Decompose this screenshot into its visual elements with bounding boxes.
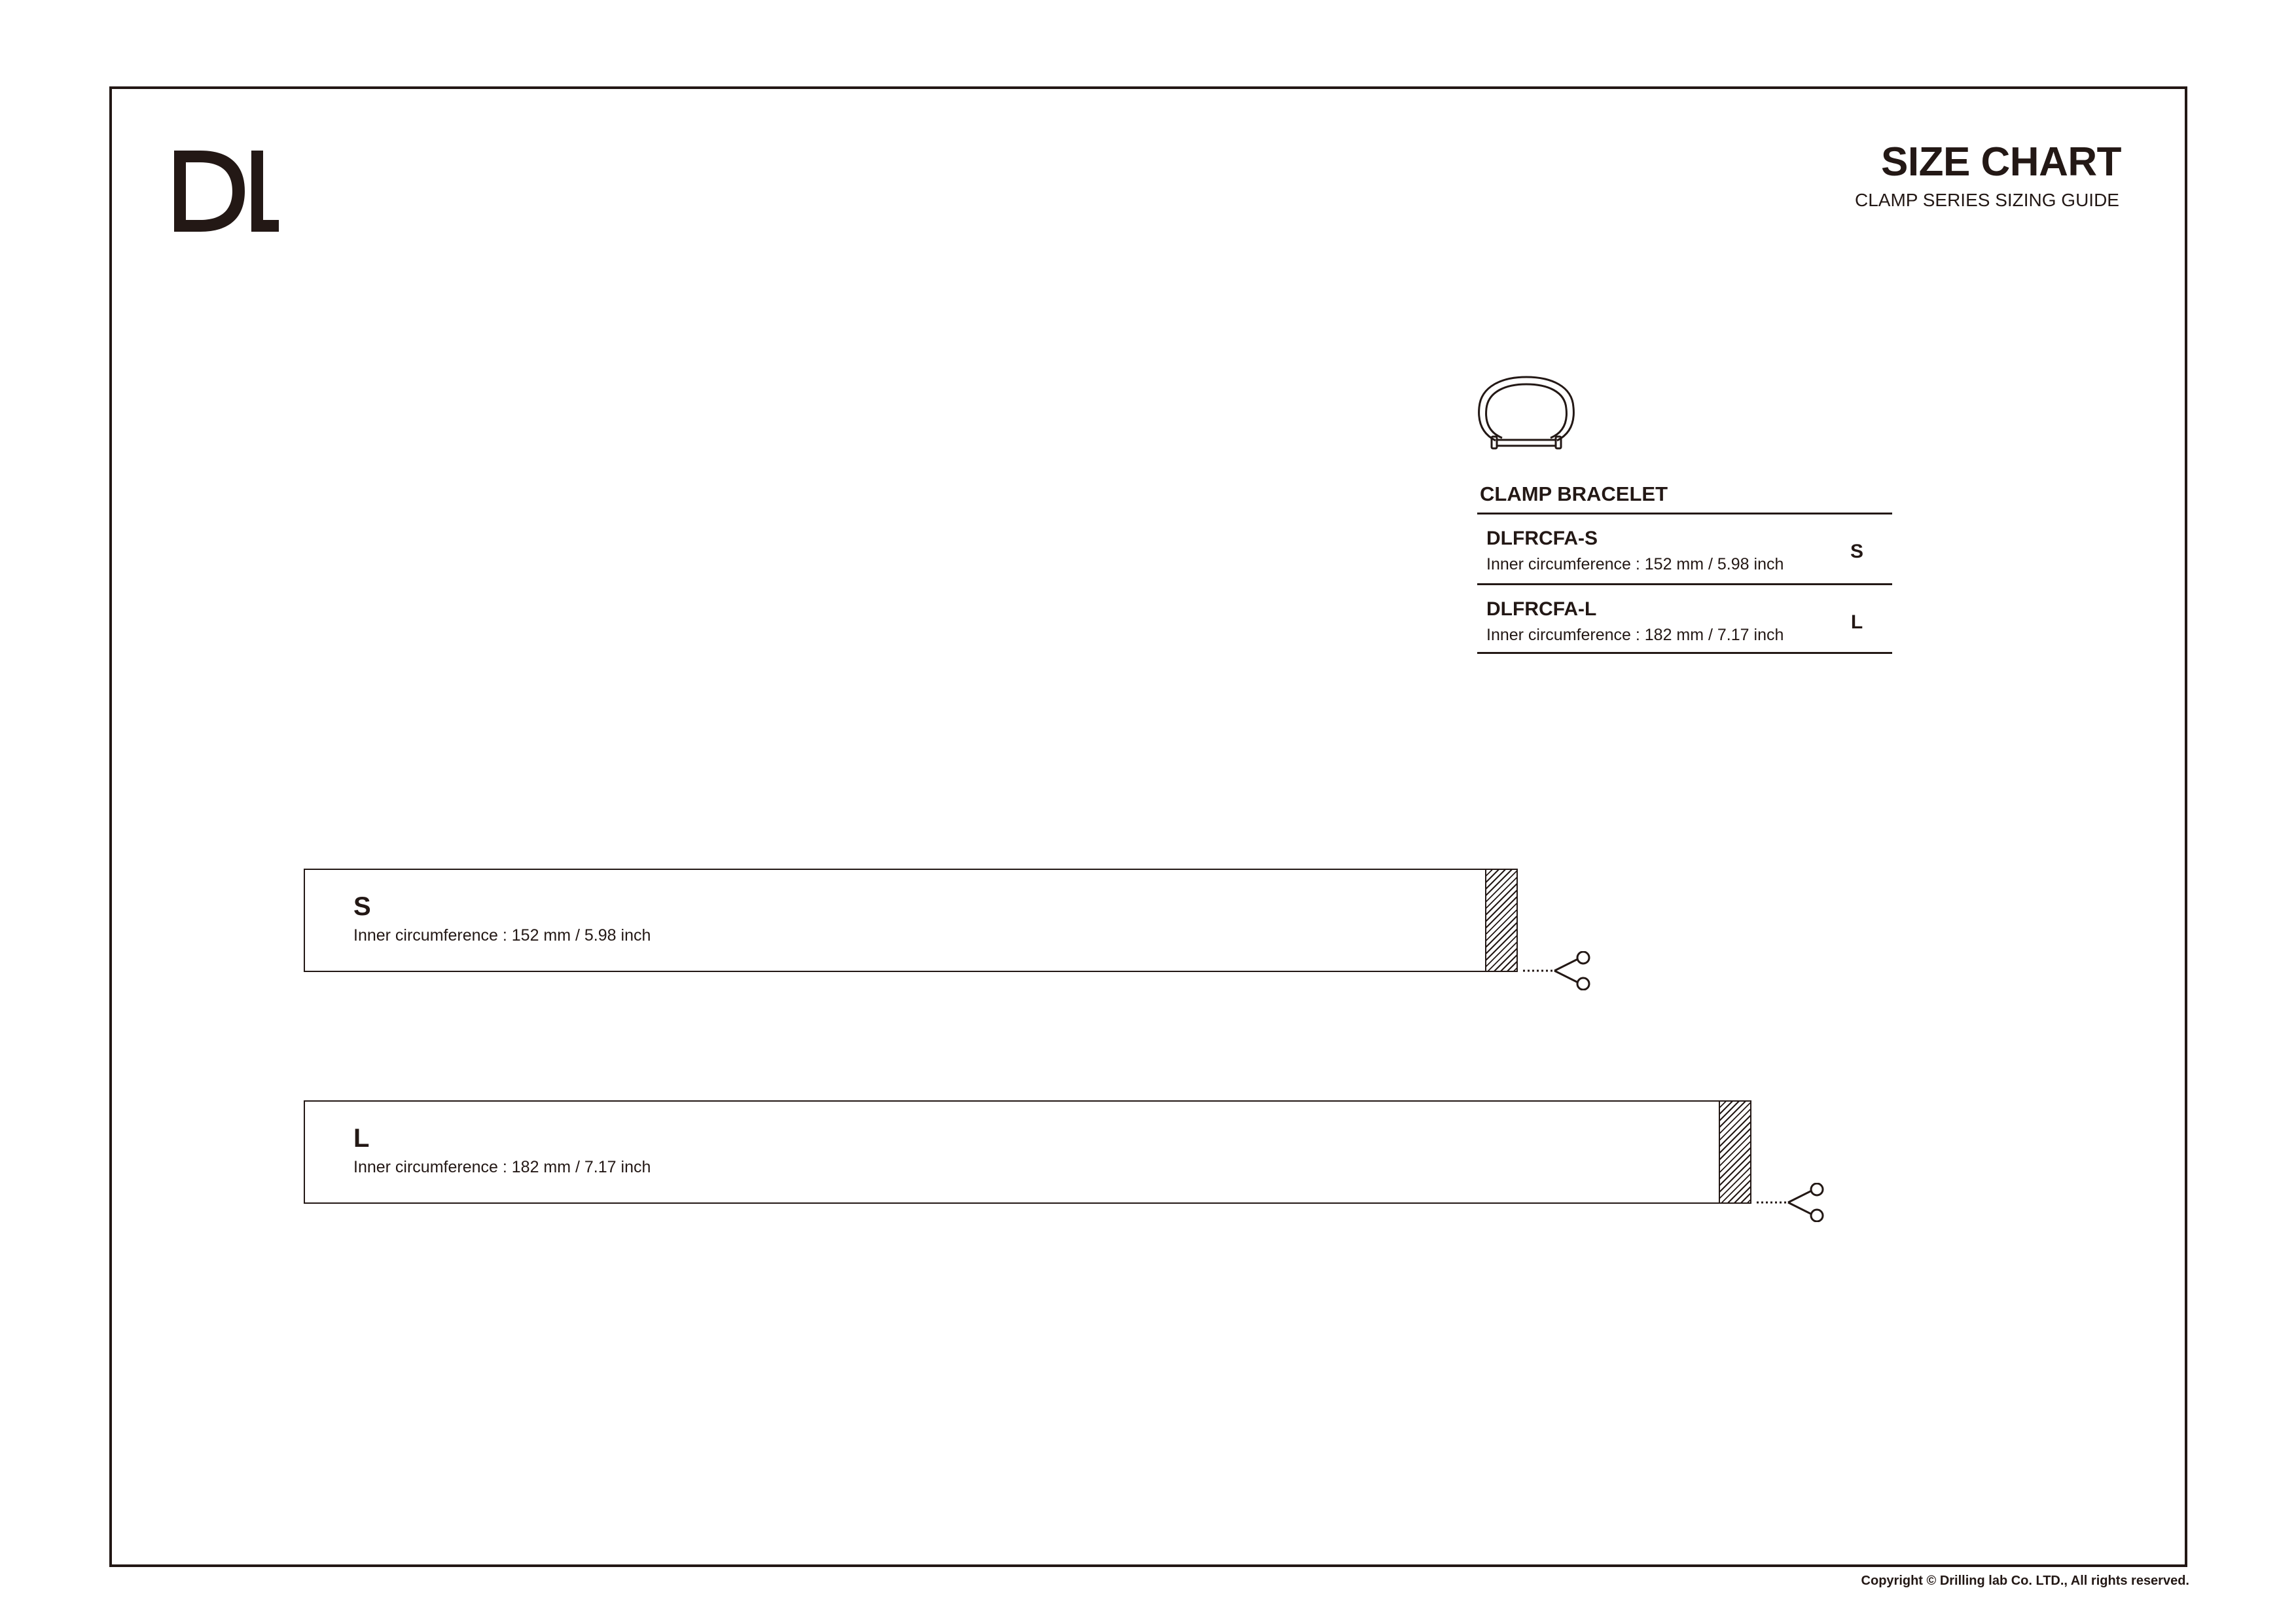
dl-logo xyxy=(174,151,279,232)
clamp-bracelet-icon xyxy=(1476,373,1577,455)
strip-size-label: S xyxy=(353,892,371,921)
strip-description: Inner circumference : 182 mm / 7.17 inch xyxy=(353,1158,651,1176)
product-description: Inner circumference : 182 mm / 7.17 inch xyxy=(1486,626,1784,644)
product-code: DLFRCFA-S xyxy=(1486,528,1598,549)
scissors-icon xyxy=(1755,1183,1827,1222)
size-label: L xyxy=(1850,611,1863,633)
overlap-hatch-area xyxy=(1485,870,1516,971)
copyright-notice: Copyright © Drilling lab Co. LTD., All rights reserved. xyxy=(1861,1574,2189,1588)
product-description: Inner circumference : 152 mm / 5.98 inch xyxy=(1486,555,1784,573)
strip-size-label: L xyxy=(353,1124,370,1153)
page-title: SIZE CHART xyxy=(1881,139,2121,185)
size-row-s xyxy=(1477,513,1892,583)
page-frame xyxy=(109,86,2187,1567)
product-code: DLFRCFA-L xyxy=(1486,598,1597,620)
sizing-strip-s xyxy=(304,869,1518,972)
product-name: CLAMP BRACELET xyxy=(1480,482,1668,505)
size-label: S xyxy=(1850,541,1863,562)
scissors-icon xyxy=(1522,951,1594,990)
page-subtitle: CLAMP SERIES SIZING GUIDE xyxy=(1854,190,2119,210)
product-size-table xyxy=(1477,481,1892,654)
overlap-hatch-area xyxy=(1719,1102,1750,1202)
sizing-strip-l xyxy=(304,1100,1751,1204)
size-row-l xyxy=(1477,583,1892,654)
strip-description: Inner circumference : 152 mm / 5.98 inch xyxy=(353,926,651,945)
